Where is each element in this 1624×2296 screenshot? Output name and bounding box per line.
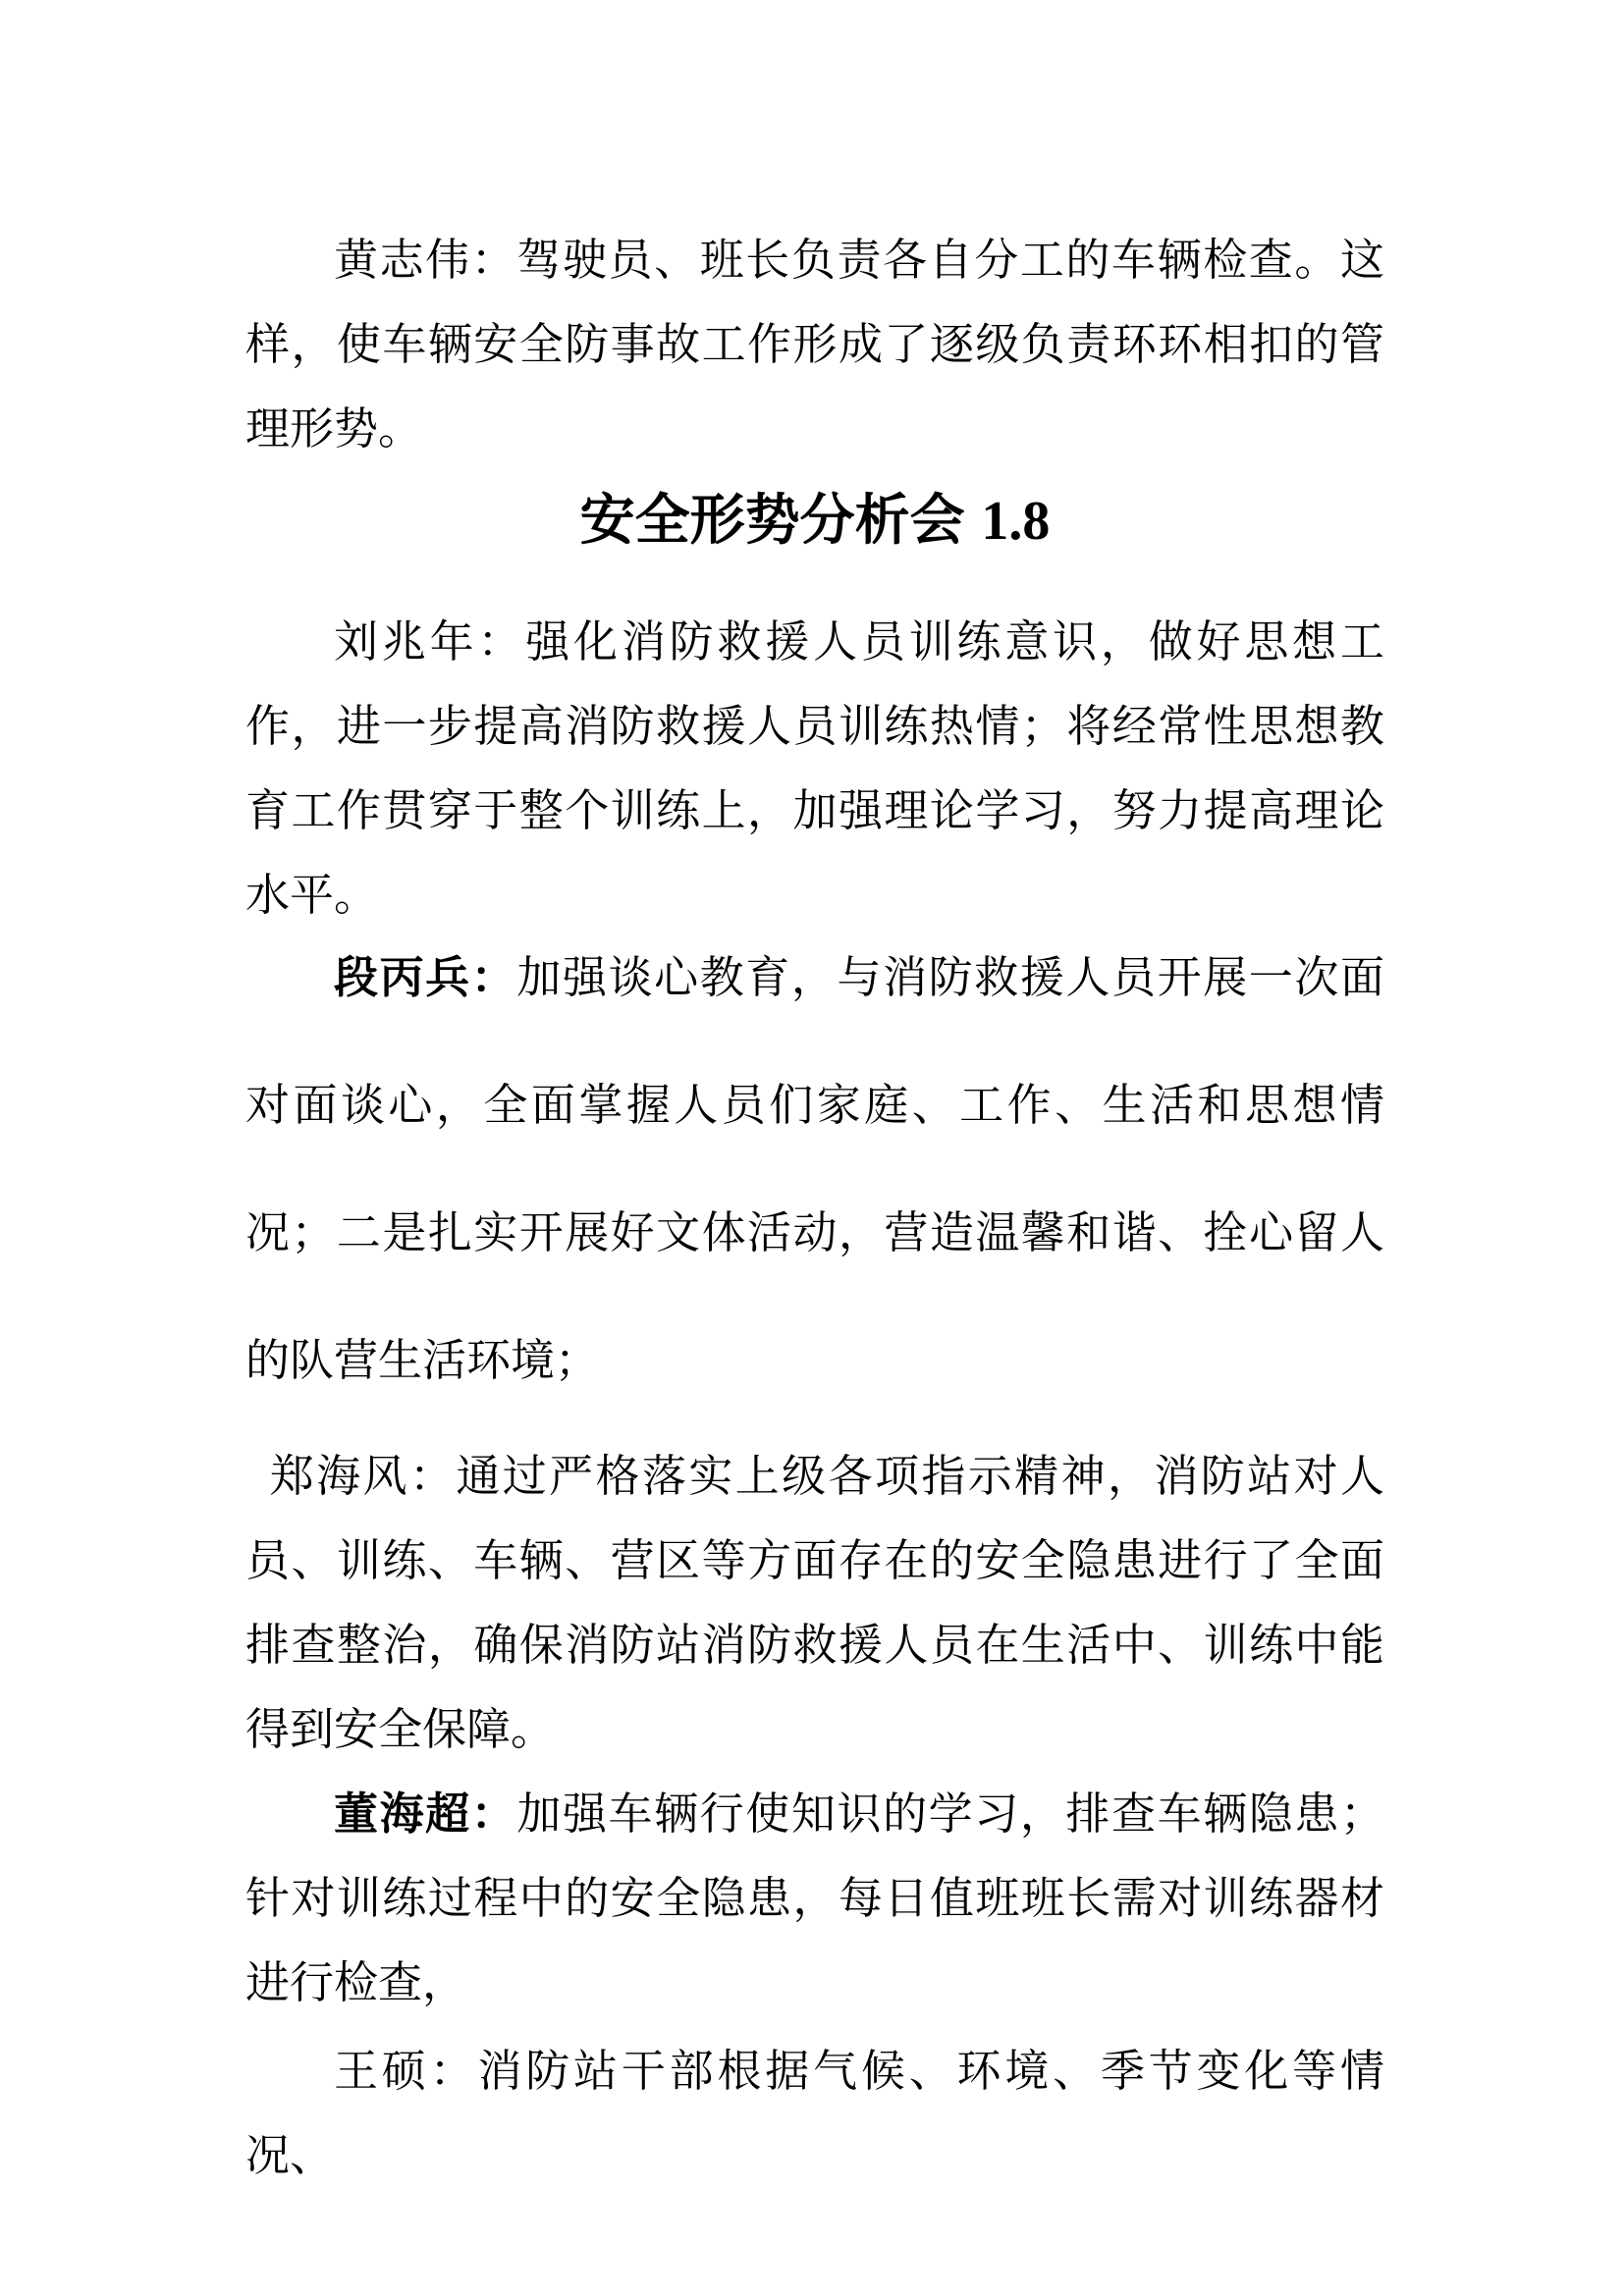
paragraph-huang-zhiwei xyxy=(245,218,1384,471)
paragraph-text-dong-haichao: 加强车辆行使知识的学习，排查车辆隐患；针对训练过程中的安全隐患，每日值班班长需对训练器材进行检查， xyxy=(245,1789,1384,2007)
speaker-name-dong-haichao: 董海超： xyxy=(334,1789,517,1839)
section-heading-title: 安全形势分析会 xyxy=(579,489,965,551)
section-heading-number: 1.8 xyxy=(981,491,1051,552)
paragraph-liu-zhaonian xyxy=(245,600,1384,937)
speaker-name-wang-shuo: 王硕： xyxy=(334,2046,478,2096)
speaker-name-liu-zhaonian: 刘兆年： xyxy=(334,616,526,667)
section-heading xyxy=(245,471,1384,570)
paragraph-dong-haichao xyxy=(245,1772,1384,2025)
paragraph-zheng-haifeng xyxy=(245,1434,1384,1772)
speaker-name-zheng-haifeng: 郑海风： xyxy=(269,1451,457,1501)
paragraph-text-zheng-haifeng: 通过严格落实上级各项指示精神，消防站对人员、训练、车辆、营区等方面存在的安全隐患进行了全面排查整治，确保消防站消防救援人员在生活中、训练中能得到安全保障。 xyxy=(245,1451,1384,1754)
paragraph-duan-bingbing xyxy=(245,914,1384,1424)
speaker-name-huang-zhiwei: 黄志伟： xyxy=(334,235,517,285)
paragraph-text-huang-zhiwei: 驾驶员、班长负责各自分工的车辆检查。这样，使车辆安全防事故工作形成了逐级负责环环相扣的管理形势。 xyxy=(245,235,1384,454)
paragraph-text-wang-shuo: 消防站干部根据气候、环境、季节变化等情况、 xyxy=(245,2046,1384,2180)
speaker-name-duan-bingbing: 段丙兵： xyxy=(334,952,517,1002)
paragraph-wang-shuo xyxy=(245,2029,1384,2198)
paragraph-text-liu-zhaonian: 强化消防救援人员训练意识，做好思想工作，进一步提高消防救援人员训练热情；将经常性思想教育工作贯穿于整个训练上，加强理论学习，努力提高理论水平。 xyxy=(245,616,1384,920)
paragraph-text-duan-bingbing: 加强谈心教育，与消防救援人员开展一次面对面谈心，全面掌握人员们家庭、工作、生活和思想情况；二是扎实开展好文体活动，营造温馨和谐、拴心留人的队营生活环境； xyxy=(245,952,1384,1385)
